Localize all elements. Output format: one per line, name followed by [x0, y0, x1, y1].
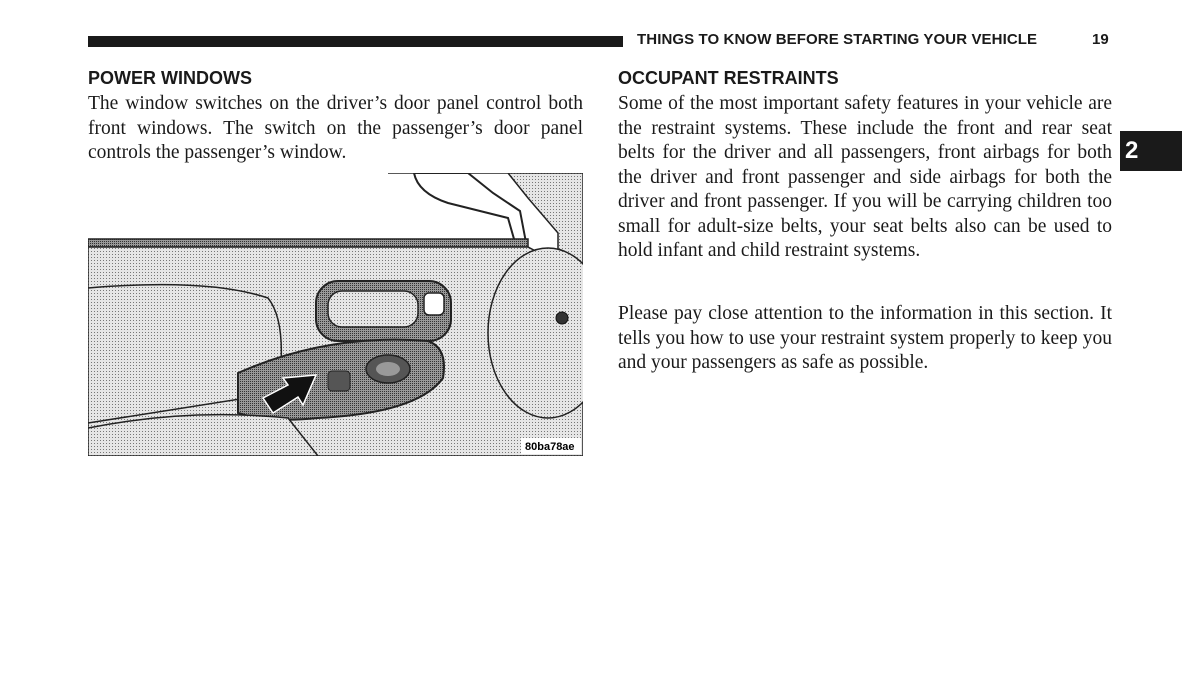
chapter-tab: 2	[1120, 131, 1182, 171]
page-number: 19	[1092, 31, 1109, 48]
occupant-restraints-heading: OCCUPANT RESTRAINTS	[618, 68, 839, 88]
power-windows-text: The window switches on the driver’s door panel control both front windows. The switch on the passenger’s door panel controls the passenger’s window.	[88, 93, 583, 163]
door-panel-illustration	[88, 173, 583, 456]
figure-code: 80ba78ae	[525, 441, 575, 453]
header-rule	[88, 36, 623, 47]
occupant-restraints-text-2: Please pay close attention to the information in this section. It tells you how to use your restraint system properly to keep you and your passengers as safe as possible.	[618, 303, 1112, 373]
running-header: THINGS TO KNOW BEFORE STARTING YOUR VEHICLE	[637, 31, 1038, 48]
power-windows-heading: POWER WINDOWS	[88, 68, 252, 88]
occupant-restraints-text-1: Some of the most important safety features in your vehicle are the restraint systems. These include the front and rear seat belts for the driver and all passengers, front airbags for both the driver and front passenger and side airbags for both the driver and front passenger. If you will be carrying children too small for adult-size belts, your seat belts also can be used to hold infant and child restraint systems.	[618, 93, 1112, 261]
